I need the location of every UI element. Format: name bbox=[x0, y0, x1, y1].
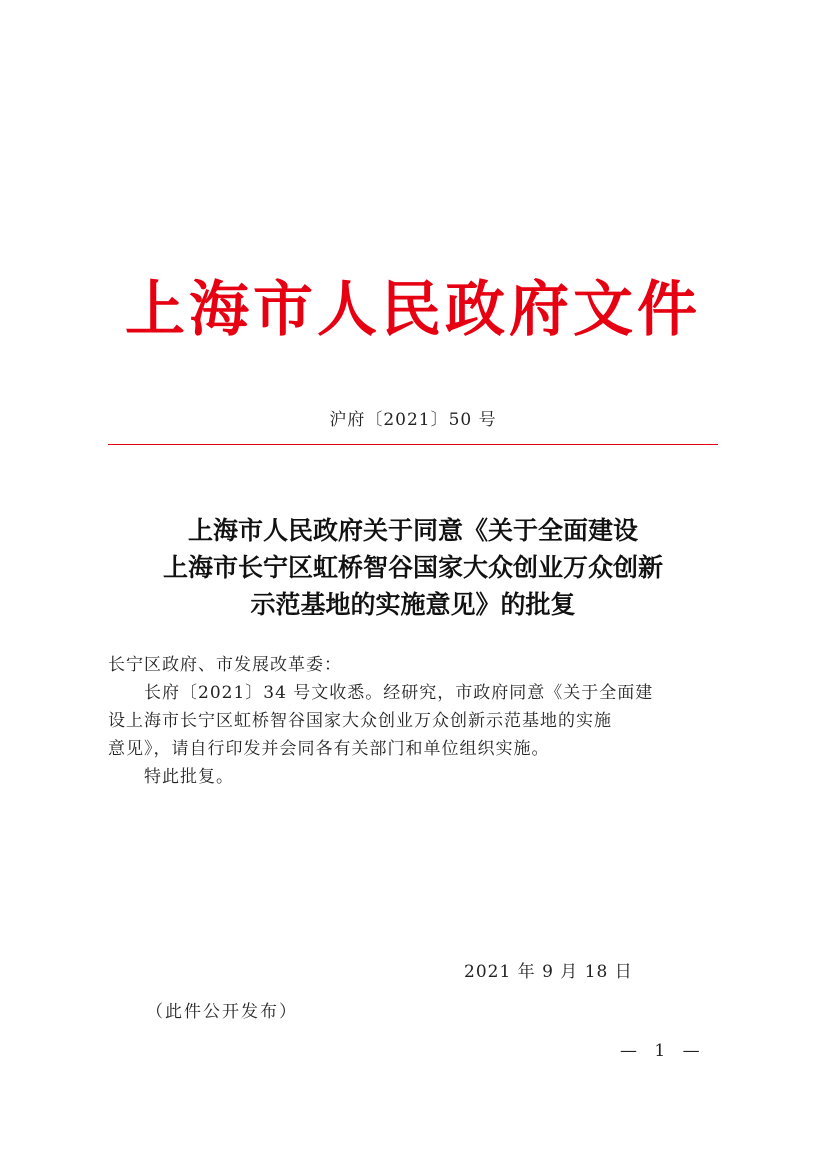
publish-note: （此件公开发布） bbox=[146, 1002, 298, 1022]
body-line-2: 设上海市长宁区虹桥智谷国家大众创业万众创新示范基地的实施 bbox=[108, 711, 612, 731]
title-line-1: 上海市人民政府关于同意《关于全面建设 bbox=[187, 516, 638, 545]
title-line-3: 示范基地的实施意见》的批复 bbox=[250, 590, 576, 619]
closing-line: 特此批复。 bbox=[108, 767, 234, 787]
document-number: 沪府〔2021〕50 号 bbox=[329, 410, 497, 430]
red-separator-line bbox=[108, 444, 718, 445]
document-masthead: 上海市人民政府文件 bbox=[125, 275, 701, 345]
salutation: 长宁区政府、市发展改革委： bbox=[108, 655, 342, 675]
body-line-1: 长府〔2021〕34 号文收悉。经研究，市政府同意《关于全面建 bbox=[108, 683, 654, 703]
title-line-2: 上海市长宁区虹桥智谷国家大众创业万众创新 bbox=[162, 553, 663, 582]
body-line-3: 意见》，请自行印发并会同各有关部门和单位组织实施。 bbox=[108, 739, 550, 759]
document-title bbox=[90, 512, 736, 623]
page-number: — 1 — bbox=[620, 1041, 706, 1061]
issue-date: 2021 年 9 月 18 日 bbox=[464, 962, 633, 982]
